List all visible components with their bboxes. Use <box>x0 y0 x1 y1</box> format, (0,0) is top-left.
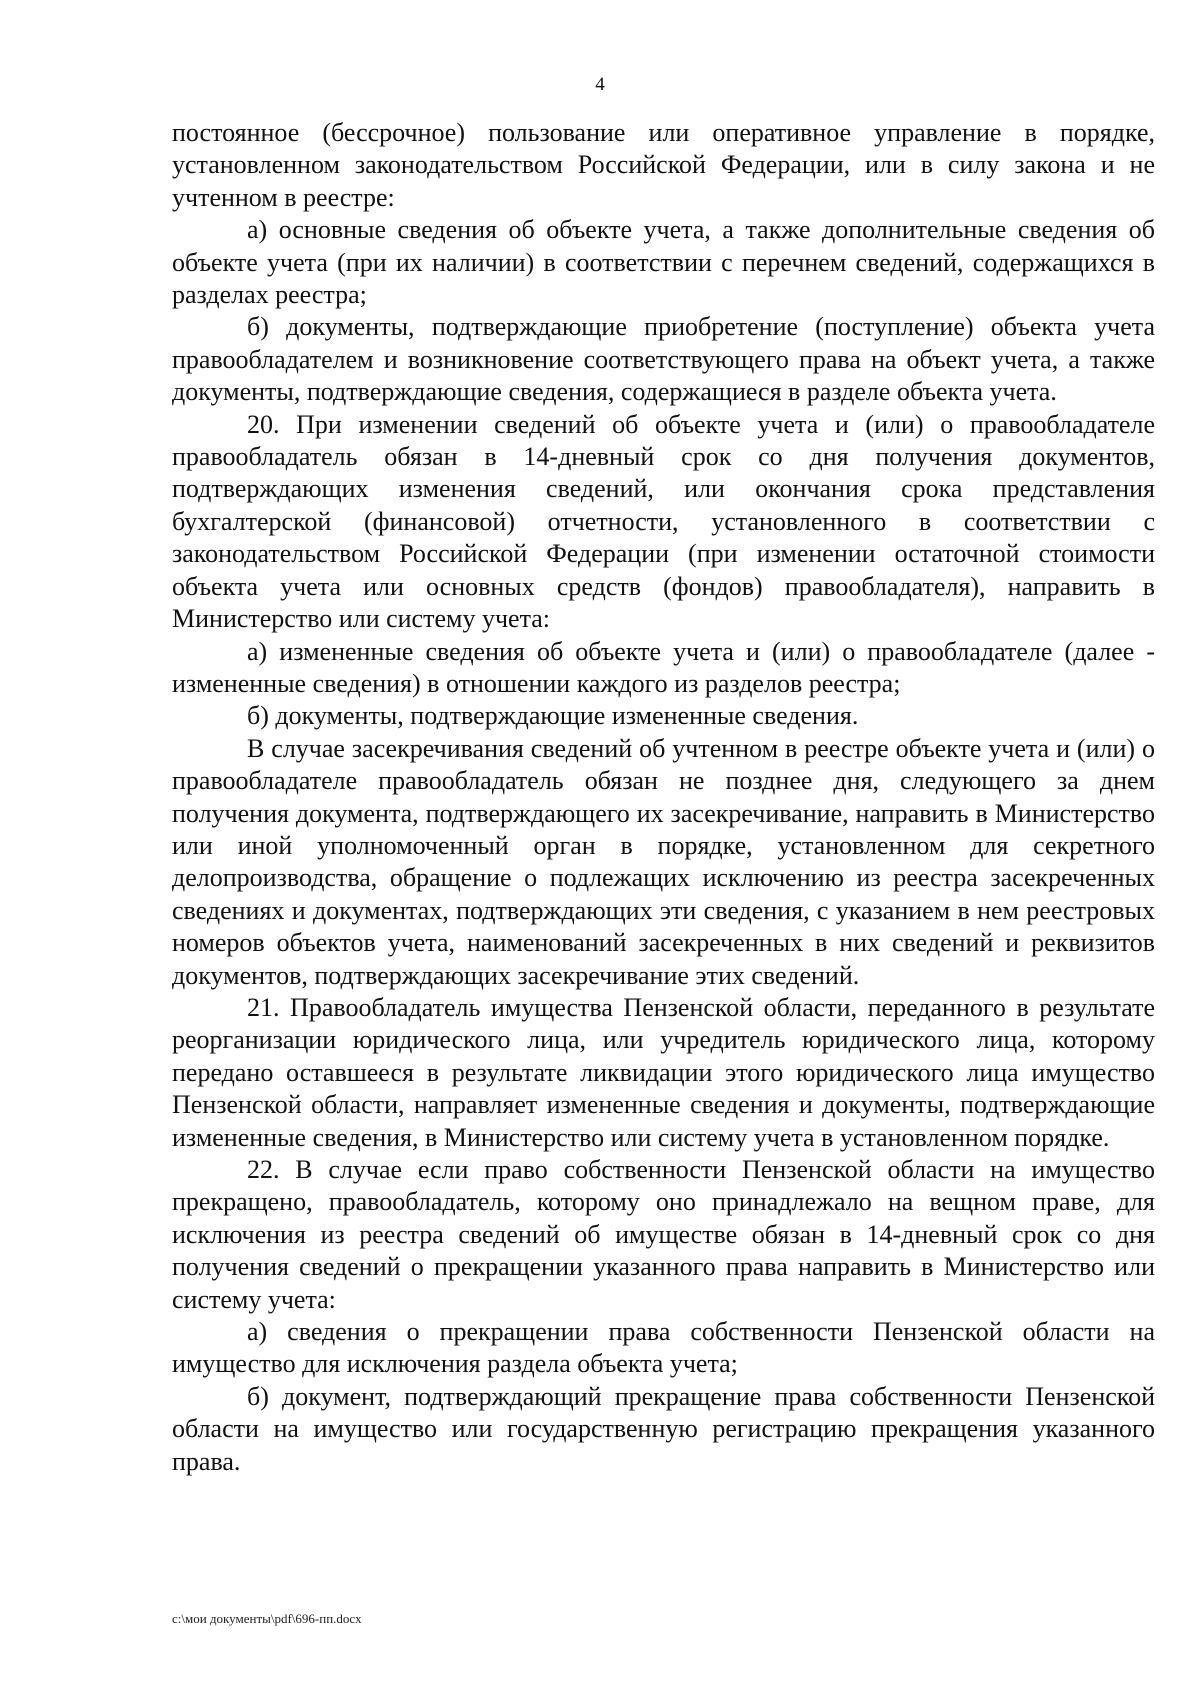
document-body <box>172 117 1155 1478</box>
paragraph-clause-22-item-b: б) документ, подтверждающий прекращение права собственности Пензенской области на имущество или государственную регистрацию прекращения указанного права. <box>172 1381 1155 1476</box>
page-number: 4 <box>595 74 605 95</box>
paragraph-clause-22: 22. В случае если право собственности Пензенской области на имущество прекращено, правообладатель, которому оно принадлежало на вещном праве, для исключения из реестра сведений об имуществе обязан в 14-дневный срок со дня получения сведений о прекращении указанного права направить в Министерство или систему учета: <box>172 1155 1155 1314</box>
paragraph-continuation: постоянное (бессрочное) пользование или оперативное управление в порядке, установленном законодательством Российской Федерации, или в силу закона и не учтенном в реестре: <box>172 118 1155 212</box>
paragraph-item-a-main-info: а) основные сведения об объекте учета, а также дополнительные сведения об объекте учета (при их наличии) в соответствии с перечнем сведений, содержащихся в разделах реестра; <box>172 215 1155 310</box>
paragraph-clause-21: 21. Правообладатель имущества Пензенской области, переданного в результате реорганизации юридического лица, или учредитель юридического лица, которому передано оставшееся в результате ликвидации этого юридического лица имущество Пензенской области, направляет измененные сведения и документы, подтверждающие измененные сведения, в Министерство или систему учета в установленном порядке. <box>172 992 1155 1152</box>
paragraph-item-b-documents: б) документы, подтверждающие приобретение (поступление) объекта учета правообладателем и возникновение соответствующего права на объект учета, а также документы, подтверждающие сведения, содержащиеся в разделе объекта учета. <box>172 312 1155 407</box>
paragraph-clause-20-item-a: а) измененные сведения об объекте учета и (или) о правообладателе (далее - измененные сведения) в отношении каждого из разделов реестра; <box>172 636 1155 698</box>
paragraph-classified-info: В случае засекречивания сведений об учтенном в реестре объекте учета и (или) о правообладателе правообладатель обязан не позднее дня, следующего за днем получения документа, подтверждающего их засекречивание, направить в Министерство или иной уполномоченный орган в порядке, установленном для секретного делопроизводства, обращение о подлежащих исключению из реестра засекреченных сведениях и документах, подтверждающих эти сведения, с указанием в нем реестровых номеров объектов учета, наименований засекреченных в них сведений и реквизитов документов, подтверждающих засекречивание этих сведений. <box>172 733 1155 990</box>
paragraph-clause-22-item-a: а) сведения о прекращении права собственности Пензенской области на имущество для исключения раздела объекта учета; <box>172 1317 1155 1379</box>
paragraph-clause-20: 20. При изменении сведений об объекте учета и (или) о правообладателе правообладатель обязан в 14-дневный срок со дня получения документов, подтверждающих изменения сведений, или окончания срока представления бухгалтерской (финансовой) отчетности, установленного в соответствии с законодательством Российской Федерации (при изменении остаточной стоимости объекта учета или основных средств (фондов) правообладателя), направить в Министерство или систему учета: <box>172 409 1155 634</box>
paragraph-clause-20-item-b: б) документы, подтверждающие измененные сведения. <box>247 701 859 731</box>
footer-file-path: c:\мои документы\pdf\696-пп.docx <box>172 1611 362 1626</box>
